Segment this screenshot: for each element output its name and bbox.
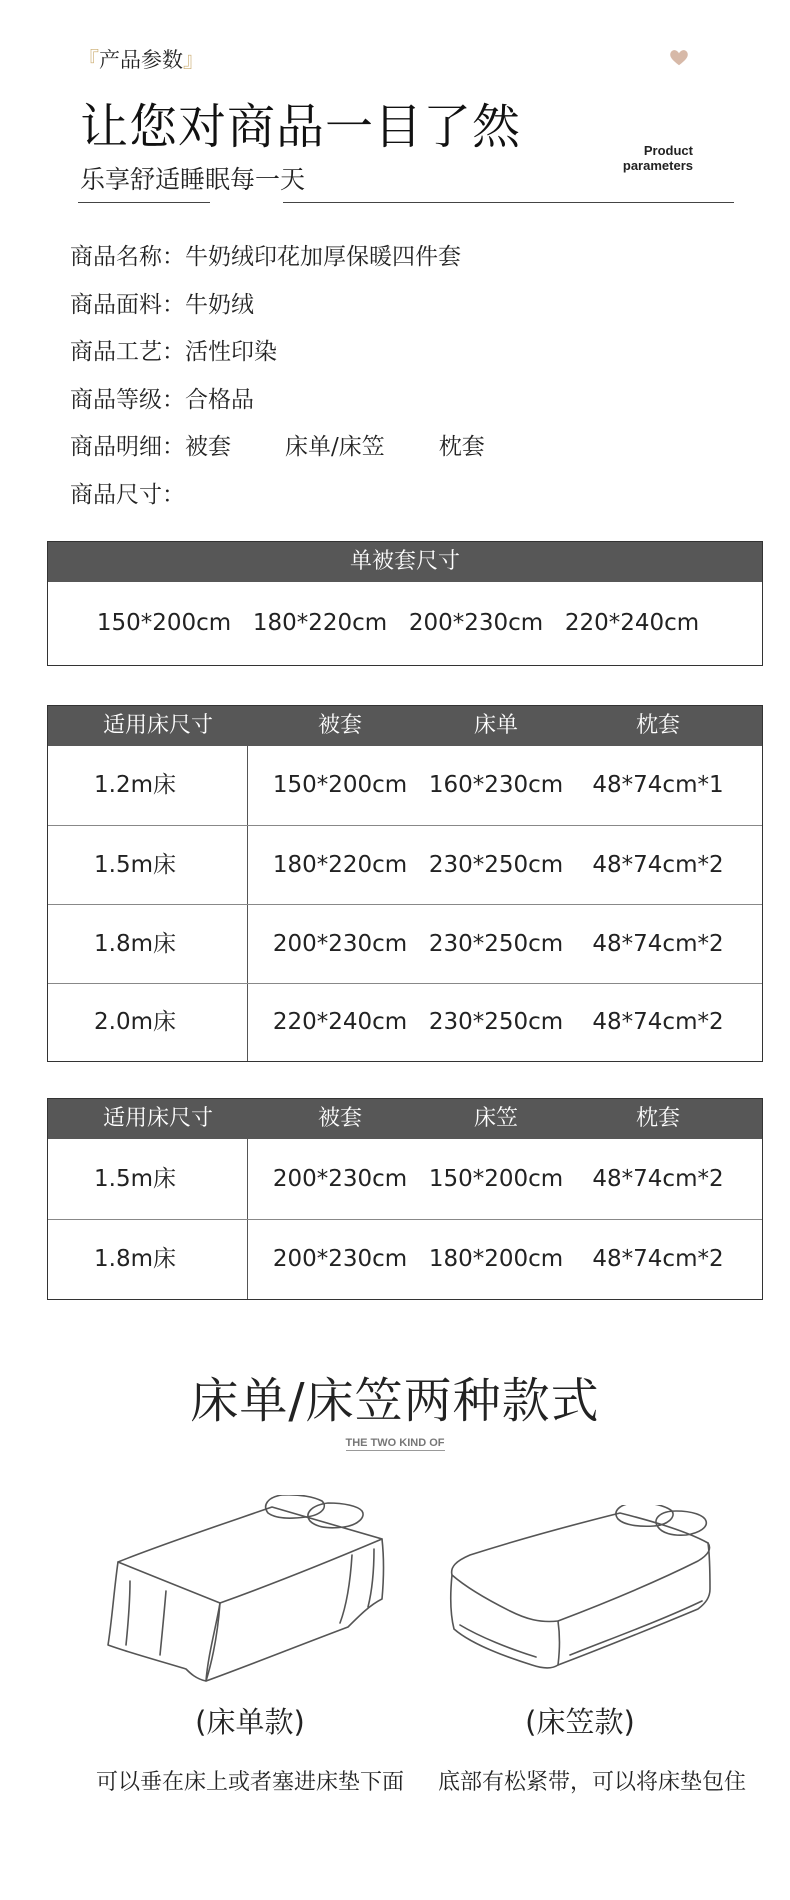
english-label — [600, 143, 693, 173]
bed-size-cell: 1.8m床 — [94, 1246, 176, 1272]
header-cell: 床单 — [473, 713, 518, 738]
detail-item-sheet: 床单/床笠 — [285, 434, 385, 460]
single-duvet-table — [47, 541, 763, 666]
fitted-sheet-bed-illustration — [440, 1505, 720, 1680]
detail-item-duvet: 被套 — [185, 434, 231, 460]
header-cell: 适用床尺寸 — [102, 713, 213, 738]
param-value: 合格品 — [185, 387, 254, 413]
param-detail — [70, 428, 485, 461]
header-cell: 枕套 — [635, 1106, 680, 1131]
english-label-line2: parameters — [622, 158, 693, 173]
header-cell: 床笠 — [473, 1106, 518, 1131]
bed-size-cell: 1.8m床 — [94, 931, 176, 957]
detail-item-pillowcase: 枕套 — [438, 434, 485, 460]
fitted-sheet-cell: 150*200cm — [428, 1166, 564, 1192]
fitted-sheet-cell: 180*200cm — [428, 1246, 564, 1272]
size-cell: 220*240cm — [564, 610, 700, 636]
page-subtitle: 乐享舒适睡眠每一天 — [80, 165, 306, 194]
header-cell: 被套 — [317, 1106, 362, 1131]
table-row — [48, 825, 762, 904]
header-cell: 被套 — [317, 713, 362, 738]
flat-sheet-bed-illustration — [100, 1495, 400, 1685]
bed-size-cell: 2.0m床 — [94, 1009, 176, 1035]
tag-bracket-close: 』 — [183, 48, 204, 72]
param-value: 活性印染 — [185, 339, 277, 365]
param-value: 牛奶绒 — [185, 292, 254, 318]
fitted-sheet-description: 底部有松紧带，可以将床垫包住 — [437, 1770, 746, 1795]
param-label: 商品工艺： — [70, 339, 185, 365]
english-label-line1: Product — [643, 143, 693, 158]
table-row — [48, 1139, 762, 1219]
header-divider-right — [283, 202, 734, 203]
sheet-cell: 230*250cm — [428, 1009, 564, 1035]
flat-sheet-caption: (床单款) — [195, 1705, 305, 1739]
pillowcase-cell: 48*74cm*2 — [592, 1009, 724, 1035]
table-row — [48, 904, 762, 983]
table-row — [48, 746, 762, 825]
page-title: 让您对商品一目了然 — [80, 99, 522, 155]
param-label: 商品明细： — [70, 434, 185, 460]
fitted-sheet-caption: (床笠款) — [525, 1705, 635, 1739]
sheet-cell: 160*230cm — [428, 772, 564, 798]
table-row — [48, 1219, 762, 1298]
fitted-sheet-size-table — [47, 1098, 763, 1300]
pillowcase-cell: 48*74cm*2 — [592, 852, 724, 878]
styles-section-en-text: THE TWO KIND OF — [345, 1437, 445, 1449]
param-name — [70, 238, 461, 271]
pillowcase-cell: 48*74cm*2 — [592, 931, 724, 957]
header-divider-left — [78, 202, 210, 203]
param-grade — [70, 381, 254, 414]
size-cell: 180*220cm — [252, 610, 388, 636]
header-cell: 枕套 — [635, 713, 680, 738]
tag-bracket-open: 『 — [78, 48, 99, 72]
table-header — [48, 706, 762, 746]
sheet-cell: 230*250cm — [428, 931, 564, 957]
param-label: 商品面料： — [70, 292, 185, 318]
duvet-cell: 180*220cm — [272, 852, 408, 878]
param-label: 商品尺寸： — [70, 482, 185, 508]
duvet-cell: 220*240cm — [272, 1009, 408, 1035]
section-tag — [78, 44, 204, 74]
heart-icon — [668, 46, 690, 68]
param-label: 商品等级： — [70, 387, 185, 413]
table-row — [48, 983, 762, 1061]
size-cell: 150*200cm — [96, 610, 232, 636]
table-header — [48, 1099, 762, 1139]
param-fabric — [70, 286, 254, 319]
styles-section-en — [0, 1437, 790, 1449]
size-cell: 200*230cm — [408, 610, 544, 636]
bed-size-cell: 1.5m床 — [94, 1166, 176, 1192]
header-cell: 适用床尺寸 — [102, 1106, 213, 1131]
bed-size-cell: 1.5m床 — [94, 852, 176, 878]
flat-sheet-size-table — [47, 705, 763, 1062]
sheet-cell: 230*250cm — [428, 852, 564, 878]
pillowcase-cell: 48*74cm*2 — [592, 1246, 724, 1272]
duvet-cell: 200*230cm — [272, 931, 408, 957]
flat-sheet-description: 可以垂在床上或者塞进床垫下面 — [95, 1770, 404, 1795]
bed-size-cell: 1.2m床 — [94, 772, 176, 798]
single-duvet-table-title: 单被套尺寸 — [48, 542, 762, 582]
duvet-cell: 200*230cm — [272, 1166, 408, 1192]
table-row — [48, 582, 762, 665]
pillowcase-cell: 48*74cm*1 — [592, 772, 724, 798]
param-value: 牛奶绒印花加厚保暖四件套 — [185, 244, 461, 270]
tag-text: 产品参数 — [99, 48, 183, 72]
param-size — [70, 476, 185, 509]
pillowcase-cell: 48*74cm*2 — [592, 1166, 724, 1192]
duvet-cell: 150*200cm — [272, 772, 408, 798]
duvet-cell: 200*230cm — [272, 1246, 408, 1272]
param-label: 商品名称： — [70, 244, 185, 270]
param-process — [70, 333, 277, 366]
styles-section-title: 床单/床笠两种款式 — [190, 1373, 600, 1429]
